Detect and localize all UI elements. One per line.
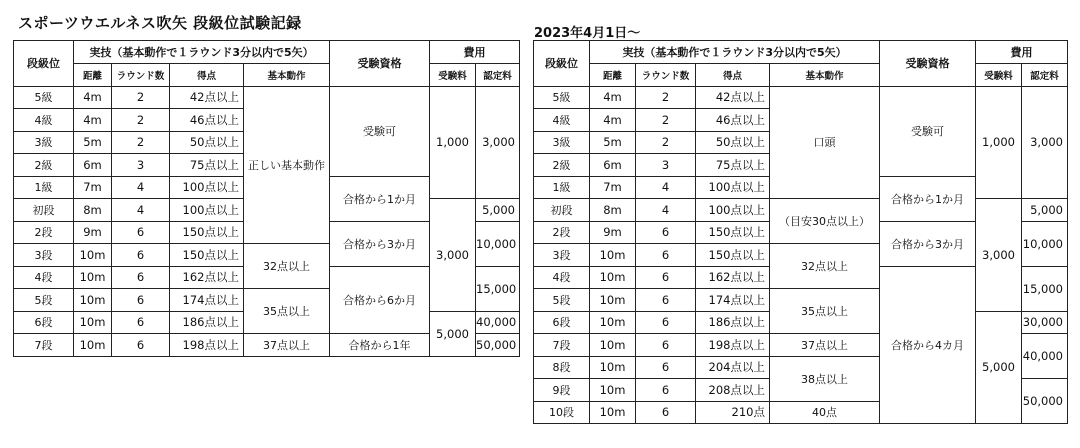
rounds-cell: 6 (112, 244, 170, 267)
score-cell: 150点以上 (170, 221, 244, 244)
rank-cell: 5級 (534, 86, 590, 109)
header-distance: 距離 (590, 64, 636, 87)
cert-fee-cell: 10,000 (1022, 221, 1068, 266)
basic-cell: 38点以上 (770, 356, 880, 401)
qualification-cell: 合格から1か月 (880, 176, 976, 221)
distance-cell: 7m (74, 176, 112, 199)
header-basic: 基本動作 (244, 64, 330, 87)
rounds-cell: 6 (636, 289, 696, 312)
rank-cell: 4段 (14, 266, 74, 289)
header-basic: 基本動作 (770, 64, 880, 87)
distance-cell: 10m (74, 289, 112, 312)
qualification-cell: 合格から1年 (330, 334, 430, 357)
basic-cell: 35点以上 (244, 289, 330, 334)
rounds-cell: 2 (636, 109, 696, 132)
page-title: スポーツウエルネス吹矢 段級位試験記録 (18, 14, 302, 32)
distance-cell: 10m (74, 311, 112, 334)
distance-cell: 7m (590, 176, 636, 199)
score-cell: 198点以上 (696, 334, 770, 357)
cert-fee-cell: 5,000 (476, 199, 520, 222)
header-rounds: ラウンド数 (636, 64, 696, 87)
rank-cell: 5段 (14, 289, 74, 312)
rounds-cell: 6 (636, 244, 696, 267)
rank-exam-table-current (13, 40, 520, 357)
distance-cell: 6m (590, 154, 636, 177)
distance-cell: 9m (74, 221, 112, 244)
rank-cell: 5級 (14, 86, 74, 109)
rounds-cell: 4 (636, 176, 696, 199)
rank-cell: 2段 (534, 221, 590, 244)
rounds-cell: 6 (112, 221, 170, 244)
exam-fee-cell: 3,000 (976, 199, 1022, 312)
score-cell: 42点以上 (170, 86, 244, 109)
rounds-cell: 6 (112, 334, 170, 357)
distance-cell: 4m (590, 109, 636, 132)
basic-cell: 口頭 (770, 86, 880, 199)
score-cell: 186点以上 (696, 311, 770, 334)
score-cell: 174点以上 (696, 289, 770, 312)
header-rank: 段級位 (534, 41, 590, 87)
distance-cell: 10m (590, 401, 636, 424)
distance-cell: 10m (590, 311, 636, 334)
rounds-cell: 6 (636, 311, 696, 334)
distance-cell: 10m (590, 244, 636, 267)
distance-cell: 5m (74, 131, 112, 154)
rank-cell: 7段 (14, 334, 74, 357)
rank-cell: 4級 (14, 109, 74, 132)
score-cell: 75点以上 (170, 154, 244, 177)
rank-cell: 3段 (534, 244, 590, 267)
rank-cell: 8段 (534, 356, 590, 379)
header-practical: 実技（基本動作で１ラウンド3分以内で5矢） (74, 41, 330, 64)
basic-cell: 32点以上 (770, 244, 880, 289)
rank-cell: 2段 (14, 221, 74, 244)
score-cell: 150点以上 (696, 244, 770, 267)
score-cell: 186点以上 (170, 311, 244, 334)
rounds-cell: 6 (636, 334, 696, 357)
distance-cell: 10m (74, 244, 112, 267)
score-cell: 150点以上 (696, 221, 770, 244)
header-cert-fee: 認定料 (476, 64, 520, 87)
exam-fee-cell: 5,000 (976, 311, 1022, 424)
rank-cell: 6段 (14, 311, 74, 334)
basic-cell: 正しい基本動作 (244, 86, 330, 244)
rounds-cell: 4 (112, 176, 170, 199)
rounds-cell: 3 (112, 154, 170, 177)
header-practical: 実技（基本動作で１ラウンド3分以内で5矢） (590, 41, 880, 64)
header-cost: 費用 (976, 41, 1068, 64)
rounds-cell: 6 (636, 379, 696, 402)
distance-cell: 8m (74, 199, 112, 222)
exam-fee-cell: 1,000 (976, 86, 1022, 199)
distance-cell: 10m (74, 334, 112, 357)
qualification-cell: 合格から4カ月 (880, 266, 976, 424)
distance-cell: 10m (590, 356, 636, 379)
table-row (534, 86, 1068, 109)
rounds-cell: 6 (112, 311, 170, 334)
distance-cell: 8m (590, 199, 636, 222)
qualification-cell: 合格から6か月 (330, 266, 430, 334)
score-cell: 100点以上 (696, 199, 770, 222)
score-cell: 42点以上 (696, 86, 770, 109)
rank-cell: 6段 (534, 311, 590, 334)
rank-cell: 初段 (534, 199, 590, 222)
cert-fee-cell: 40,000 (476, 311, 520, 334)
rank-cell: 2級 (14, 154, 74, 177)
qualification-cell: 合格から3か月 (880, 221, 976, 266)
rank-cell: 10段 (534, 401, 590, 424)
rank-cell: 3段 (14, 244, 74, 267)
header-cost: 費用 (430, 41, 520, 64)
score-cell: 50点以上 (696, 131, 770, 154)
header-rounds: ラウンド数 (112, 64, 170, 87)
header-qualification: 受験資格 (330, 41, 430, 87)
score-cell: 162点以上 (170, 266, 244, 289)
cert-fee-cell: 30,000 (1022, 311, 1068, 334)
score-cell: 174点以上 (170, 289, 244, 312)
rounds-cell: 4 (112, 199, 170, 222)
rounds-cell: 6 (636, 356, 696, 379)
rank-cell: 4段 (534, 266, 590, 289)
rank-cell: 1級 (534, 176, 590, 199)
cert-fee-cell: 3,000 (476, 86, 520, 199)
rank-cell: 1級 (14, 176, 74, 199)
score-cell: 150点以上 (170, 244, 244, 267)
rounds-cell: 3 (636, 154, 696, 177)
distance-cell: 10m (590, 379, 636, 402)
score-cell: 198点以上 (170, 334, 244, 357)
rounds-cell: 2 (636, 131, 696, 154)
score-cell: 100点以上 (170, 176, 244, 199)
score-cell: 100点以上 (696, 176, 770, 199)
basic-cell: 40点 (770, 401, 880, 424)
distance-cell: 6m (74, 154, 112, 177)
exam-fee-cell: 3,000 (430, 199, 476, 312)
basic-cell: （目安30点以上） (770, 199, 880, 244)
cert-fee-cell: 15,000 (1022, 266, 1068, 311)
rank-cell: 7段 (534, 334, 590, 357)
cert-fee-cell: 3,000 (1022, 86, 1068, 199)
header-exam-fee: 受験料 (430, 64, 476, 87)
distance-cell: 9m (590, 221, 636, 244)
distance-cell: 4m (590, 86, 636, 109)
basic-cell: 37点以上 (770, 334, 880, 357)
header-qualification: 受験資格 (880, 41, 976, 87)
rank-cell: 3級 (534, 131, 590, 154)
cert-fee-cell: 5,000 (1022, 199, 1068, 222)
score-cell: 100点以上 (170, 199, 244, 222)
rounds-cell: 2 (112, 86, 170, 109)
rank-cell: 初段 (14, 199, 74, 222)
header-score: 得点 (170, 64, 244, 87)
rounds-cell: 2 (636, 86, 696, 109)
cert-fee-cell: 10,000 (476, 221, 520, 266)
rounds-cell: 2 (112, 131, 170, 154)
cert-fee-cell: 50,000 (1022, 379, 1068, 424)
header-exam-fee: 受験料 (976, 64, 1022, 87)
cert-fee-cell: 50,000 (476, 334, 520, 357)
rank-cell: 4級 (534, 109, 590, 132)
basic-cell: 35点以上 (770, 289, 880, 334)
distance-cell: 5m (590, 131, 636, 154)
header-cert-fee: 認定料 (1022, 64, 1068, 87)
score-cell: 204点以上 (696, 356, 770, 379)
exam-fee-cell: 1,000 (430, 86, 476, 199)
rounds-cell: 6 (636, 266, 696, 289)
qualification-cell: 受験可 (330, 86, 430, 176)
distance-cell: 10m (590, 266, 636, 289)
score-cell: 162点以上 (696, 266, 770, 289)
rank-cell: 5段 (534, 289, 590, 312)
exam-fee-cell: 5,000 (430, 311, 476, 356)
effective-date: 2023年4月1日～ (534, 26, 641, 41)
table-row (14, 86, 520, 109)
qualification-cell: 合格から1か月 (330, 176, 430, 221)
header-score: 得点 (696, 64, 770, 87)
header-rank: 段級位 (14, 41, 74, 87)
score-cell: 208点以上 (696, 379, 770, 402)
score-cell: 50点以上 (170, 131, 244, 154)
table-row (534, 199, 1068, 222)
score-cell: 210点 (696, 401, 770, 424)
distance-cell: 10m (590, 289, 636, 312)
rounds-cell: 4 (636, 199, 696, 222)
header-distance: 距離 (74, 64, 112, 87)
score-cell: 46点以上 (696, 109, 770, 132)
rounds-cell: 2 (112, 109, 170, 132)
distance-cell: 4m (74, 86, 112, 109)
rounds-cell: 6 (112, 266, 170, 289)
rank-cell: 9段 (534, 379, 590, 402)
distance-cell: 10m (590, 334, 636, 357)
qualification-cell: 合格から3か月 (330, 221, 430, 266)
distance-cell: 4m (74, 109, 112, 132)
score-cell: 46点以上 (170, 109, 244, 132)
rank-cell: 3級 (14, 131, 74, 154)
distance-cell: 10m (74, 266, 112, 289)
rounds-cell: 6 (112, 289, 170, 312)
basic-cell: 37点以上 (244, 334, 330, 357)
score-cell: 75点以上 (696, 154, 770, 177)
rank-exam-table-new (533, 40, 1068, 424)
rounds-cell: 6 (636, 401, 696, 424)
basic-cell: 32点以上 (244, 244, 330, 289)
rounds-cell: 6 (636, 221, 696, 244)
qualification-cell: 受験可 (880, 86, 976, 176)
cert-fee-cell: 40,000 (1022, 334, 1068, 379)
cert-fee-cell: 15,000 (476, 266, 520, 311)
rank-cell: 2級 (534, 154, 590, 177)
